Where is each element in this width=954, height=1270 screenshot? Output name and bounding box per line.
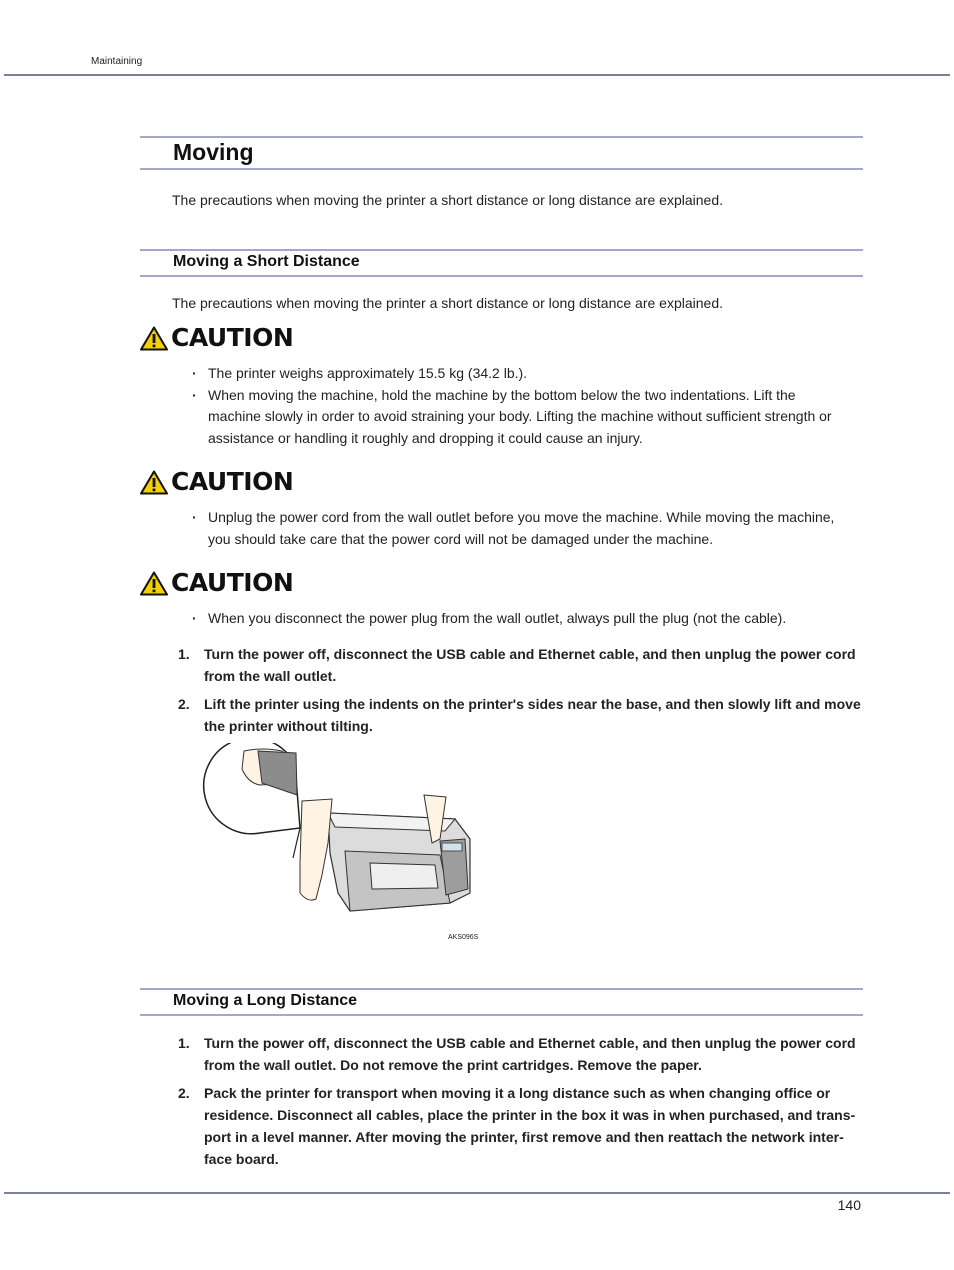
page-number: 140 [837, 1197, 861, 1213]
caution-list [192, 363, 852, 449]
list-item: · When moving the machine, hold the machine by the bottom below the two indentations. Lift the machine slowly in order to avoid straining your body. Lifting the machine without sufficient strength or assistance or handling it roughly and dropping it could cause an injury. [192, 385, 852, 450]
step-number: 2. [178, 1085, 190, 1101]
step-item [172, 693, 864, 737]
step-item [172, 1082, 864, 1170]
figure-code: AKS096S [448, 934, 479, 941]
running-head: Maintaining [91, 56, 143, 67]
warning-triangle-icon [140, 326, 168, 351]
short-intro-paragraph: The precautions when moving the printer a short distance or long distance are explained. [172, 295, 723, 311]
printer-illustration [200, 743, 490, 948]
header-rule [4, 74, 950, 76]
procedure-steps-short [172, 643, 864, 743]
list-item: · When you disconnect the power plug from the wall outlet, always pull the plug (not the cable). [192, 608, 852, 630]
caution-list [192, 608, 852, 630]
procedure-steps-long [172, 1032, 864, 1176]
step-text: Turn the power off, disconnect the USB cable and Ethernet cable, and then unplug the power cord from the wall outlet. [204, 646, 856, 684]
warning-triangle-icon [140, 470, 168, 495]
subsection-heading-short: Moving a Short Distance [173, 253, 360, 270]
caution-heading [140, 570, 293, 596]
printer-lifting-illustration [200, 743, 490, 948]
section-title-box [140, 136, 863, 170]
list-item: · Unplug the power cord from the wall outlet before you move the machine. While moving the machine, you should take care that the power cord will not be damaged under the machine. [192, 507, 852, 550]
subsection-heading-box [140, 988, 863, 1016]
step-number: 2. [178, 696, 190, 712]
warning-triangle-icon [140, 571, 168, 596]
caution-label: CAUTION [171, 467, 294, 496]
intro-paragraph: The precautions when moving the printer a short distance or long distance are explained. [172, 192, 723, 208]
subsection-heading-box [140, 249, 863, 277]
step-number: 1. [178, 646, 190, 662]
page-title: Moving [173, 139, 254, 165]
step-text: Turn the power off, disconnect the USB cable and Ethernet cable, and then unplug the power cord from the wall outlet. Do not remove the print cartridges. Remove the paper. [204, 1035, 856, 1073]
caution-label: CAUTION [171, 323, 294, 352]
step-item [172, 643, 864, 687]
subsection-heading-long: Moving a Long Distance [173, 992, 358, 1009]
step-item [172, 1032, 864, 1076]
list-item: · The printer weighs approximately 15.5 kg (34.2 lb.). [192, 363, 852, 385]
caution-heading [140, 469, 293, 495]
step-text: Lift the printer using the indents on the printer's sides near the base, and then slowly lift and move the printer without tilting. [204, 696, 861, 734]
caution-heading [140, 325, 293, 351]
step-number: 1. [178, 1035, 190, 1051]
caution-label: CAUTION [171, 568, 294, 597]
step-text: Pack the printer for transport when moving it a long distance such as when changing office or residence. Disconnect all cables, place the printer in the box it was in when purchased, and trans-port in a level manner. After moving the printer, first remove and then reattach the network inter-face board. [204, 1085, 856, 1167]
caution-list [192, 507, 852, 550]
footer-rule [4, 1192, 950, 1194]
